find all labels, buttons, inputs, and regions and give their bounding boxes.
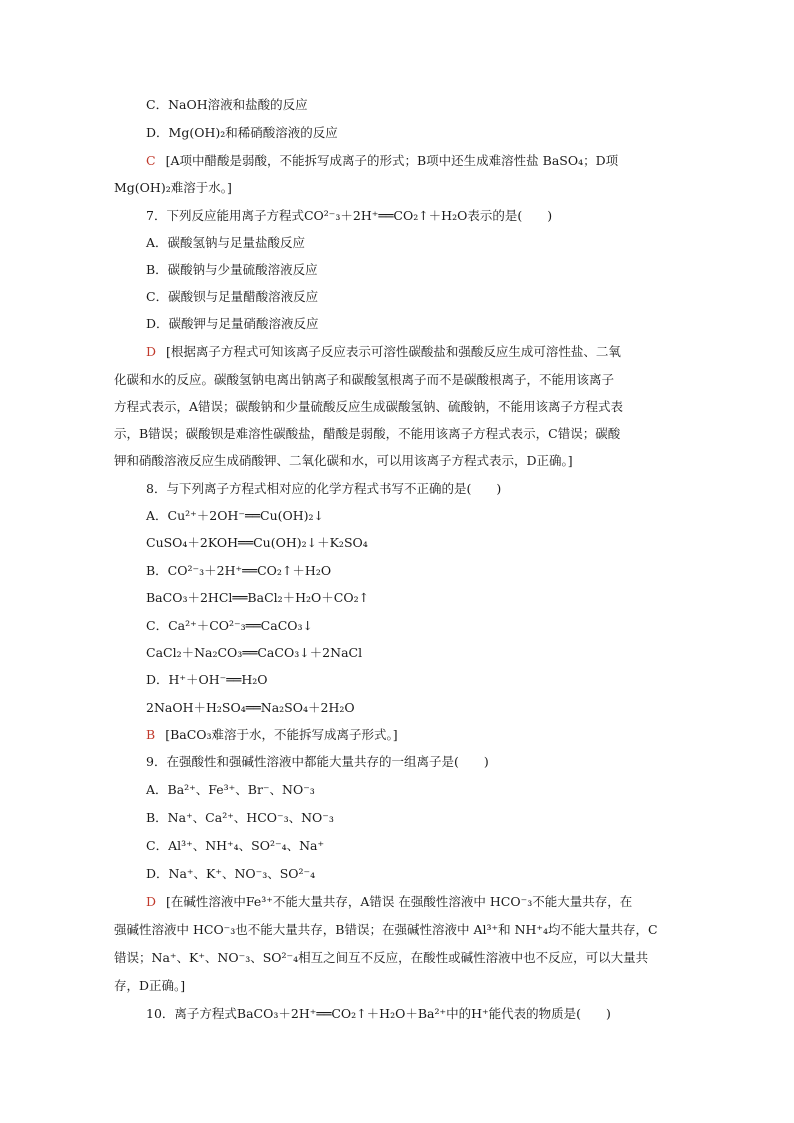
q9-explanation-line-1 <box>146 894 632 910</box>
q6-option-d: D．Mg(OH)₂和稀硝酸溶液的反应 <box>146 125 338 140</box>
q8-answer-letter: B <box>146 727 156 742</box>
q8-b-ionic: B．CO²⁻₃＋2H⁺══CO₂↑＋H₂O <box>146 563 332 578</box>
q10-stem: 10．离子方程式BaCO₃＋2H⁺══CO₂↑＋H₂O＋Ba²⁺中的H⁺能代表的物质是( ) <box>146 1006 611 1021</box>
q9-option-a: A．Ba²⁺、Fe³⁺、Br⁻、NO⁻₃ <box>146 782 315 797</box>
q8-d-chemical: 2NaOH＋H₂SO₄══Na₂SO₄＋2H₂O <box>146 700 355 715</box>
q9-explanation-line-2: 强碱性溶液中 HCO⁻₃也不能大量共存，B错误；在强碱性溶液中 Al³⁺和 NH⁺₄均不能大量共存，C <box>114 922 658 937</box>
q7-explanation-line-3: 方程式表示，A错误；碳酸钠和少量硫酸反应生成碳酸氢钠、硫酸钠，不能用该离子方程式表 <box>114 399 624 414</box>
q8-d-ionic: D．H⁺＋OH⁻══H₂O <box>146 672 268 687</box>
q8-explanation-text: [BaCO₃难溶于水，不能拆写成离子形式。] <box>165 727 398 742</box>
q9-option-d: D．Na⁺、K⁺、NO⁻₃、SO²⁻₄ <box>146 866 316 881</box>
q9-option-b: B．Na⁺、Ca²⁺、HCO⁻₃、NO⁻₃ <box>146 810 334 825</box>
q9-stem: 9．在强酸性和强碱性溶液中都能大量共存的一组离子是( ) <box>146 754 489 769</box>
q7-option-a: A．碳酸氢钠与足量盐酸反应 <box>146 235 306 250</box>
q8-b-chemical: BaCO₃＋2HCl══BaCl₂＋H₂O＋CO₂↑ <box>146 590 370 605</box>
q7-explanation-line-1 <box>146 344 621 360</box>
q9-explanation-line-3: 错误；Na⁺、K⁺、NO⁻₃、SO²⁻₄相互之间互不反应，在酸性或碱性溶液中也不反应，可以大量共 <box>114 950 649 965</box>
q6-explanation-line-1 <box>146 153 618 169</box>
q7-explanation-text: [根据离子方程式可知该离子反应表示可溶性碳酸盐和强酸反应生成可溶性盐、二氧 <box>166 344 621 359</box>
q8-c-chemical: CaCl₂＋Na₂CO₃══CaCO₃↓＋2NaCl <box>146 645 363 660</box>
q6-explanation-text: [A项中醋酸是弱酸，不能拆写成离子的形式；B项中还生成难溶性盐 BaSO₄；D项 <box>165 153 619 168</box>
q6-answer-letter: C <box>146 153 156 168</box>
q7-explanation-line-5: 钾和硝酸溶液反应生成硝酸钾、二氧化碳和水，可以用该离子方程式表示，D正确。] <box>114 453 573 468</box>
q9-answer-letter: D <box>146 894 157 909</box>
q6-explanation-line-2: Mg(OH)₂难溶于水。] <box>114 180 232 195</box>
q8-stem: 8．与下列离子方程式相对应的化学方程式书写不正确的是( ) <box>146 481 502 496</box>
q9-explanation-text: [在碱性溶液中Fe³⁺不能大量共存，A错误 在强酸性溶液中 HCO⁻₃不能大量共存，在 <box>166 894 633 909</box>
q8-explanation-line-1 <box>146 727 398 743</box>
q7-stem: 7．下列反应能用离子方程式CO²⁻₃＋2H⁺══CO₂↑＋H₂O表示的是( ) <box>146 208 553 223</box>
q7-option-d: D．碳酸钾与足量硝酸溶液反应 <box>146 316 319 331</box>
q7-explanation-line-2: 化碳和水的反应。碳酸氢钠电离出钠离子和碳酸氢根离子而不是碳酸根离子，不能用该离子 <box>114 372 615 387</box>
q8-c-ionic: C．Ca²⁺＋CO²⁻₃══CaCO₃↓ <box>146 618 313 633</box>
q7-option-b: B．碳酸钠与少量硫酸溶液反应 <box>146 262 318 277</box>
q6-option-c: C．NaOH溶液和盐酸的反应 <box>146 97 308 112</box>
q9-option-c: C．Al³⁺、NH⁺₄、SO²⁻₄、Na⁺ <box>146 838 325 853</box>
q8-a-ionic: A．Cu²⁺＋2OH⁻══Cu(OH)₂↓ <box>146 508 325 523</box>
q7-explanation-line-4: 示，B错误；碳酸钡是难溶性碳酸盐，醋酸是弱酸，不能用该离子方程式表示，C错误；碳酸 <box>114 426 621 441</box>
q8-a-chemical: CuSO₄＋2KOH══Cu(OH)₂↓＋K₂SO₄ <box>146 535 368 550</box>
q7-answer-letter: D <box>146 344 157 359</box>
q7-option-c: C．碳酸钡与足量醋酸溶液反应 <box>146 289 319 304</box>
q9-explanation-line-4: 存，D正确。] <box>114 978 186 993</box>
